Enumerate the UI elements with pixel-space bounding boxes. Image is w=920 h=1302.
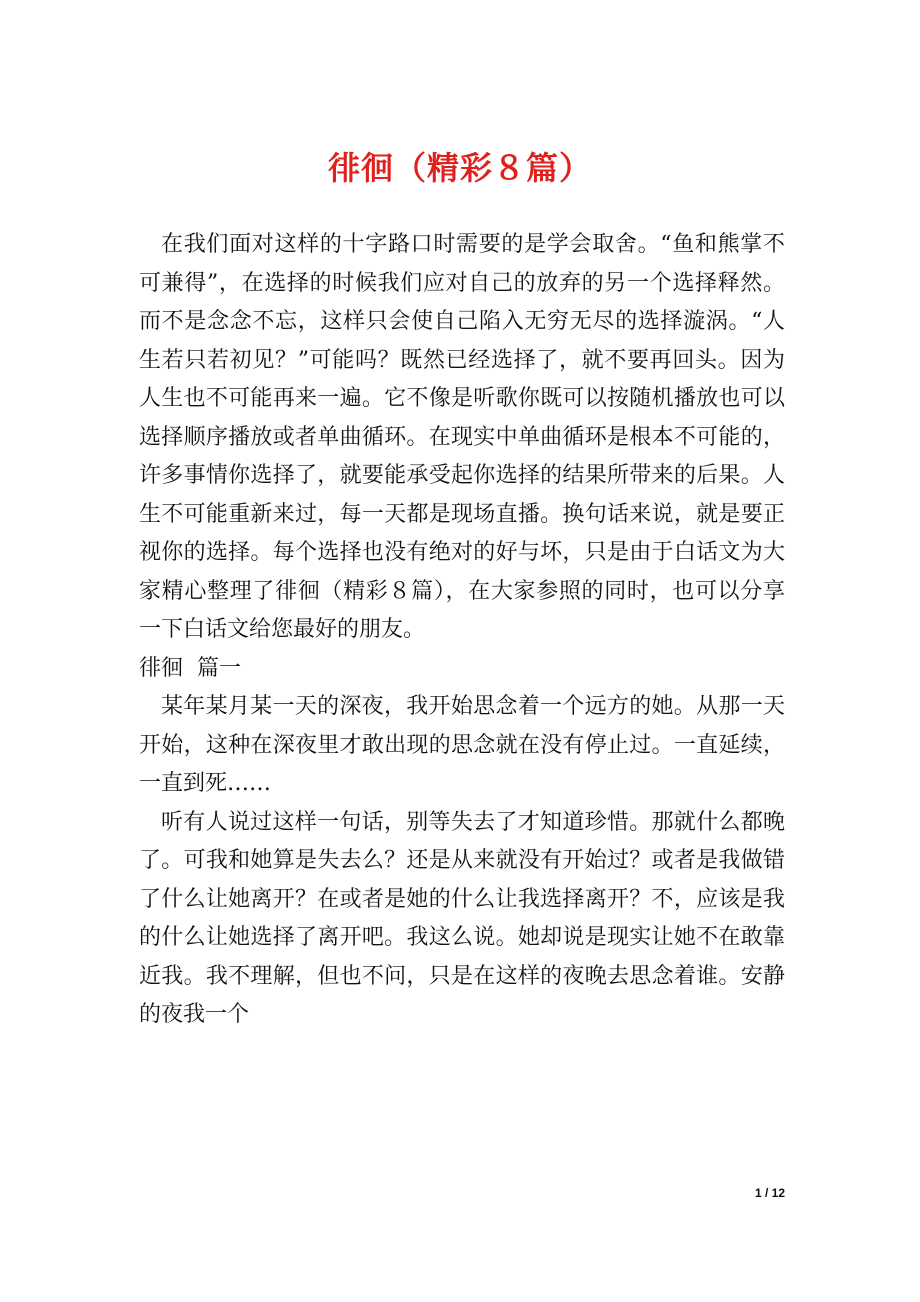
intro-paragraph: 在我们面对这样的十字路口时需要的是学会取舍。“鱼和熊掌不可兼得”，在选择的时候我们应对自己的放弃的另一个选择释然。而不是念念不忘，这样只会使自己陷入无穷无尽的选择漩涡。“人生若只若初见？”可能吗？既然已经选择了，就不要再回头。因为人生也不可能再来一遍。它不像是听歌你既可以按随机播放也可以选择顺序播放或者单曲循环。在现实中单曲循环是根本不可能的，许多事情你选择了，就要能承受起你选择的结果所带来的后果。人生不可能重新来过，每一天都是现场直播。换句话来说，就是要正视你的选择。每个选择也没有绝对的好与坏，只是由于白话文为大家精心整理了徘徊（精彩８篇），在大家参照的同时，也可以分享一下白话文给您最好的朋友。 bbox=[139, 232, 785, 642]
page-number: 1 / 12 bbox=[754, 1186, 785, 1200]
body-paragraph-2: 听有人说过这样一句话，别等失去了才知道珍惜。那就什么都晚了。可我和她算是失去么？还是从来就没有开始过？或者是我做错了什么让她离开？在或者是她的什么让我选择离开？不，应该是我的什么让她选择了离开吧。我这么说。她却说是现实让她不在敢靠近我。我不理解，但也不问，只是在这样的夜晚去思念着谁。安静的夜我一个 bbox=[139, 809, 785, 1027]
document-title: 徘徊（精彩８篇） bbox=[327, 149, 592, 187]
section-heading: 徘徊 篇一 bbox=[139, 655, 241, 681]
document-body bbox=[139, 226, 785, 1035]
body-paragraph-1: 某年某月某一天的深夜，我开始思念着一个远方的她。从那一天开始，这种在深夜里才敢出现的思念就在没有停止过。一直延续，一直到死…… bbox=[139, 694, 785, 796]
